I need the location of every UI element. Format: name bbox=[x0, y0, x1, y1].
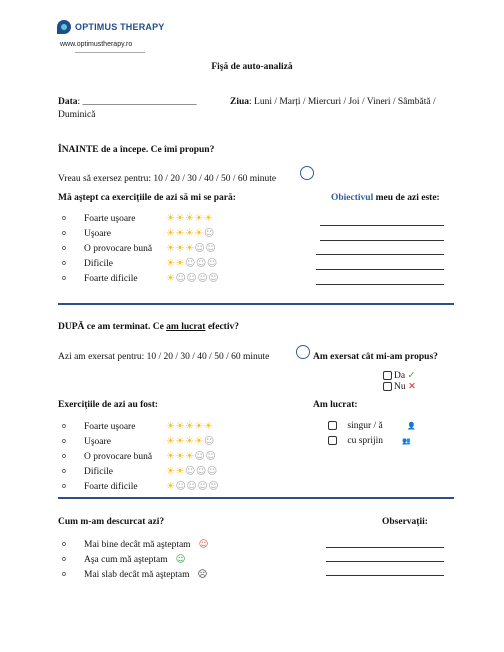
feel-option[interactable] bbox=[58, 552, 208, 567]
sun-icon: ☀ bbox=[175, 213, 185, 224]
face-icon: ☺ bbox=[186, 273, 198, 284]
face-icon: ☺ bbox=[195, 258, 207, 269]
after-heading-a: DUPĂ ce am terminat. Ce bbox=[58, 322, 167, 332]
objective-line[interactable] bbox=[320, 239, 444, 241]
no-option[interactable] bbox=[383, 381, 416, 392]
after-heading-b: am lucrat bbox=[166, 322, 206, 332]
face-icon: ☺ bbox=[186, 481, 198, 492]
difficulty-label: o Uşoare bbox=[84, 436, 111, 447]
no-checkbox[interactable] bbox=[383, 382, 392, 391]
difficulty-option[interactable] bbox=[58, 479, 219, 494]
face-icon: ☺ bbox=[205, 451, 217, 462]
exercises-label: Exercițiile de azi au fost: bbox=[58, 400, 159, 410]
sun-icon: ☀ bbox=[166, 228, 176, 239]
brand-logo bbox=[57, 20, 165, 34]
date-label: Data bbox=[58, 97, 78, 107]
objective-line[interactable] bbox=[316, 253, 444, 255]
after-heading bbox=[58, 322, 239, 332]
expect-label: Mă aştept ca exercițiile de azi să mi se pară: bbox=[58, 193, 236, 203]
feel-options bbox=[58, 537, 208, 582]
support-label: cu sprijin bbox=[347, 436, 383, 446]
sun-icon: ☀ bbox=[184, 228, 195, 239]
sun-icon: ☀ bbox=[175, 466, 185, 477]
checkmark-icon: ✓ bbox=[407, 370, 416, 381]
goal-question: Am exersat cât mi-am propus? bbox=[313, 352, 438, 362]
observation-line[interactable] bbox=[326, 574, 444, 576]
difficulty-label: o Foarte uşoare bbox=[84, 421, 136, 432]
people-icon: 👥 bbox=[402, 437, 412, 445]
alone-checkbox[interactable] bbox=[328, 421, 337, 430]
sun-icon: ☀ bbox=[194, 228, 204, 239]
sun-rating-icons bbox=[166, 466, 218, 477]
sun-icon: ☀ bbox=[203, 421, 214, 432]
alone-label: singur / ă bbox=[347, 421, 383, 431]
yes-label: Da bbox=[394, 371, 406, 381]
objective-line[interactable] bbox=[320, 224, 444, 226]
day-options-cont: Duminică bbox=[58, 110, 96, 120]
face-icon: ☺ bbox=[208, 481, 220, 492]
happy-face-icon: ☺ bbox=[198, 539, 209, 550]
day-label: Ziua bbox=[230, 97, 250, 107]
difficulty-label: o O provocare bună bbox=[84, 243, 153, 254]
sun-icon: ☀ bbox=[175, 243, 185, 254]
face-icon: ☺ bbox=[205, 243, 217, 254]
face-icon: ☺ bbox=[197, 273, 209, 284]
face-icon: ☺ bbox=[203, 436, 215, 447]
difficulty-label: o O provocare bună bbox=[84, 451, 153, 462]
face-icon: ☺ bbox=[195, 466, 207, 477]
date-blank[interactable]: : ________________________ bbox=[77, 97, 197, 107]
before-heading: ÎNAINTE de a începe. Ce îmi propun? bbox=[58, 145, 215, 155]
difficulty-label: o Dificile bbox=[84, 258, 114, 269]
day-row bbox=[230, 97, 436, 107]
face-icon: ☺ bbox=[206, 466, 218, 477]
sun-rating-icons bbox=[166, 481, 219, 492]
sun-icon: ☀ bbox=[184, 243, 195, 254]
site-url: www.optimustherapy.ro bbox=[60, 41, 133, 48]
plan-text: Vreau să exersez pentru: 10 / 20 / 30 / 40 / 50 / 60 minute bbox=[58, 174, 277, 184]
face-icon: ☺ bbox=[175, 481, 187, 492]
sun-rating-icons bbox=[166, 421, 213, 432]
yes-option[interactable] bbox=[383, 370, 415, 381]
page-title: Fişă de auto-analiză bbox=[211, 62, 293, 72]
difficulty-option[interactable] bbox=[58, 419, 219, 434]
difficulty-label: o Foarte uşoare bbox=[84, 213, 136, 224]
difficulty-option[interactable] bbox=[58, 434, 219, 449]
sun-icon: ☀ bbox=[166, 273, 176, 284]
face-icon: ☺ bbox=[194, 451, 206, 462]
difficulty-label: o Foarte dificile bbox=[84, 273, 138, 284]
face-icon: ☺ bbox=[184, 466, 196, 477]
sun-icon: ☀ bbox=[175, 421, 185, 432]
feel-option[interactable] bbox=[58, 567, 208, 582]
worked-alone[interactable] bbox=[328, 421, 416, 431]
difficulty-option[interactable] bbox=[58, 256, 219, 271]
divider bbox=[75, 52, 145, 53]
sun-icon: ☀ bbox=[166, 466, 176, 477]
sun-icon: ☀ bbox=[184, 451, 195, 462]
difficulty-option[interactable] bbox=[58, 449, 219, 464]
sun-icon: ☀ bbox=[184, 421, 195, 432]
sun-icon: ☀ bbox=[166, 481, 176, 492]
section-divider bbox=[58, 497, 454, 499]
worked-label: Am lucrat: bbox=[313, 400, 358, 410]
sun-rating-icons bbox=[166, 243, 216, 254]
face-icon: ☺ bbox=[184, 258, 196, 269]
objective-line[interactable] bbox=[316, 283, 444, 285]
sun-icon: ☀ bbox=[166, 243, 176, 254]
sun-icon: ☀ bbox=[184, 436, 195, 447]
objective-label bbox=[331, 193, 440, 203]
after-heading-c: efectiv? bbox=[205, 322, 239, 332]
sun-icon: ☀ bbox=[184, 213, 195, 224]
difficulty-label: o Dificile bbox=[84, 466, 114, 477]
difficulty-option[interactable] bbox=[58, 226, 219, 241]
objective-rest: meu de azi este: bbox=[373, 193, 440, 203]
objective-word: Obiectivul bbox=[331, 193, 374, 203]
face-icon: ☺ bbox=[206, 258, 218, 269]
objective-line[interactable] bbox=[316, 268, 444, 270]
sun-icon: ☀ bbox=[194, 436, 204, 447]
practiced-text: Azi am exersat pentru: 10 / 20 / 30 / 40 / 50 / 60 minute bbox=[58, 352, 270, 362]
worked-supported[interactable] bbox=[328, 436, 411, 446]
difficulty-option[interactable] bbox=[58, 211, 219, 226]
feel-heading: Cum m-am descurcat azi? bbox=[58, 517, 165, 527]
feel-label: o Aşa cum mă aşteptam bbox=[84, 554, 168, 565]
feel-label: o Mai bine decât mă aşteptam bbox=[84, 539, 191, 550]
speech-bubble-icon bbox=[57, 20, 71, 34]
sun-rating-icons bbox=[166, 213, 213, 224]
sun-icon: ☀ bbox=[166, 213, 176, 224]
sun-icon: ☀ bbox=[175, 436, 185, 447]
day-options: : Luni / Marți / Miercuri / Joi / Vineri / Sâmbătă / bbox=[249, 97, 436, 107]
difficulty-option[interactable] bbox=[58, 271, 219, 286]
sun-icon: ☀ bbox=[175, 451, 185, 462]
sun-icon: ☀ bbox=[175, 228, 185, 239]
before-options bbox=[58, 211, 219, 286]
difficulty-label: o Foarte dificile bbox=[84, 481, 138, 492]
sun-rating-icons bbox=[166, 258, 218, 269]
sun-rating-icons bbox=[166, 436, 215, 447]
difficulty-label: o Uşoare bbox=[84, 228, 111, 239]
sun-icon: ☀ bbox=[203, 213, 214, 224]
section-divider bbox=[58, 303, 454, 305]
feel-option[interactable] bbox=[58, 537, 208, 552]
sun-icon: ☀ bbox=[166, 451, 176, 462]
support-checkbox[interactable] bbox=[328, 436, 337, 445]
sun-rating-icons bbox=[166, 451, 216, 462]
difficulty-option[interactable] bbox=[58, 241, 219, 256]
sun-icon: ☀ bbox=[194, 213, 204, 224]
face-icon: ☺ bbox=[175, 273, 187, 284]
date-row bbox=[58, 97, 197, 107]
smile-face-icon: ☺ bbox=[175, 554, 186, 565]
sun-icon: ☀ bbox=[175, 258, 185, 269]
yes-checkbox[interactable] bbox=[383, 371, 392, 380]
no-label: Nu bbox=[394, 382, 406, 392]
feel-label: o Mai slab decât mă aşteptam bbox=[84, 569, 190, 580]
sun-rating-icons bbox=[166, 228, 215, 239]
face-icon: ☺ bbox=[203, 228, 215, 239]
sun-icon: ☀ bbox=[194, 421, 204, 432]
observation-line[interactable] bbox=[326, 560, 444, 562]
observation-line[interactable] bbox=[326, 546, 444, 548]
brand-name: OPTIMUS THERAPY bbox=[75, 22, 165, 32]
stopwatch-icon bbox=[296, 345, 310, 359]
sad-face-icon: ☹ bbox=[197, 569, 208, 580]
face-icon: ☺ bbox=[194, 243, 206, 254]
sun-icon: ☀ bbox=[166, 436, 176, 447]
face-icon: ☺ bbox=[208, 273, 220, 284]
face-icon: ☺ bbox=[197, 481, 209, 492]
person-icon: 👤 bbox=[407, 422, 416, 430]
after-options bbox=[58, 419, 219, 494]
sun-icon: ☀ bbox=[166, 421, 176, 432]
cross-icon: ✕ bbox=[408, 381, 416, 392]
observations-label: Observații: bbox=[382, 517, 428, 527]
difficulty-option[interactable] bbox=[58, 464, 219, 479]
sun-icon: ☀ bbox=[166, 258, 176, 269]
stopwatch-icon bbox=[300, 166, 314, 180]
sun-rating-icons bbox=[166, 273, 219, 284]
